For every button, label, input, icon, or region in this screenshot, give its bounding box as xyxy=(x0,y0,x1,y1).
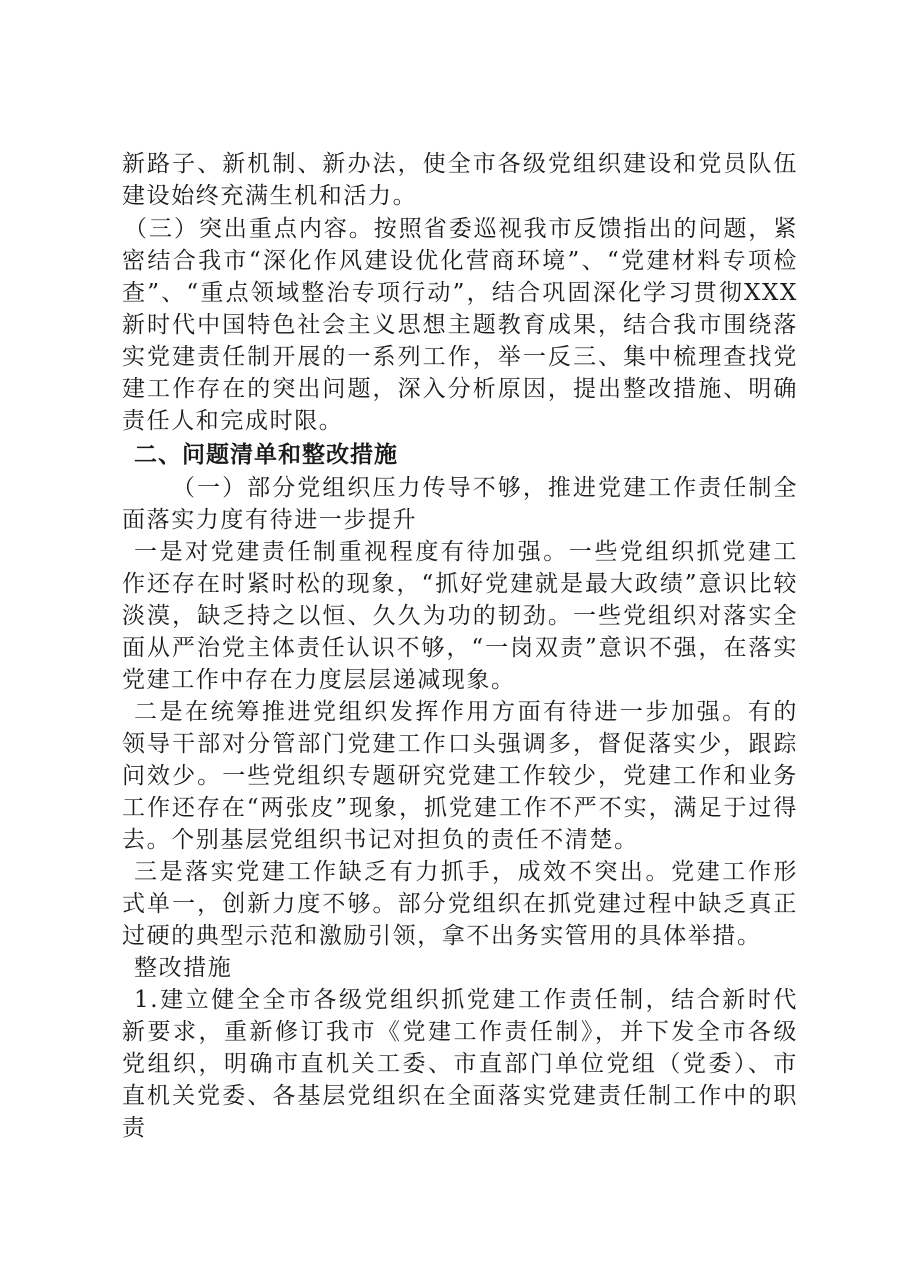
continued-paragraph: 新路子、新机制、新办法，使全市各级党组织建设和党员队伍建设始终充满生机和活力。 xyxy=(122,151,798,209)
issue-one-paragraph: 一是对党建责任制重视程度有待加强。一些党组织抓党建工作还存在时紧时松的现象，“抓好党建就是最大政绩”意识比较淡漠，缺乏持之以恒、久久为功的韧劲。一些党组织对落实全面从严治党主体责任认识不够，“一岗双责”意识不强，在落实党建工作中存在力度层层递减现象。 xyxy=(122,539,798,693)
measure-one-paragraph: 1.建立健全全市各级党组织抓党建工作责任制，结合新时代新要求，重新修订我市《党建工作责任制》，并下发全市各级党组织，明确市直机关工委、市直部门单位党组（党委）、市直机关党委、各基层党组织在全面落实党建责任制工作中的职责 xyxy=(122,987,798,1141)
point-three-paragraph: （三）突出重点内容。按照省委巡视我市反馈指出的问题，紧密结合我市“深化作风建设优化营商环境”、“党建材料专项检查”、“重点领域整治专项行动”，结合巩固深化学习贯彻XXX新时代中国特色社会主义思想主题教育成果，结合我市围绕落实党建责任制开展的一系列工作，举一反三、集中梳理查找党建工作存在的突出问题，深入分析原因，提出整改措施、明确责任人和完成时限。 xyxy=(122,216,798,434)
issue-three-paragraph: 三是落实党建工作缺乏有力抓手，成效不突出。党建工作形式单一，创新力度不够。部分党组织在抓党建过程中缺乏真正过硬的典型示范和激励引领，拿不出务实管用的具体举措。 xyxy=(122,859,798,949)
document-page xyxy=(122,148,798,1144)
measures-label: 整改措施 xyxy=(134,955,233,981)
section-two-heading: 二、问题清单和整改措施 xyxy=(134,442,398,468)
subsection-one-heading: （一）部分党组织压力传导不够，推进党建工作责任制全面落实力度有待进一步提升 xyxy=(122,475,798,533)
issue-two-paragraph: 二是在统筹推进党组织发挥作用方面有待进一步加强。有的领导干部对分管部门党建工作口头强调多，督促落实少，跟踪问效少。一些党组织专题研究党建工作较少，党建工作和业务工作还存在“两张皮”现象，抓党建工作不严不实，满足于过得去。个别基层党组织书记对担负的责任不清楚。 xyxy=(122,699,798,853)
